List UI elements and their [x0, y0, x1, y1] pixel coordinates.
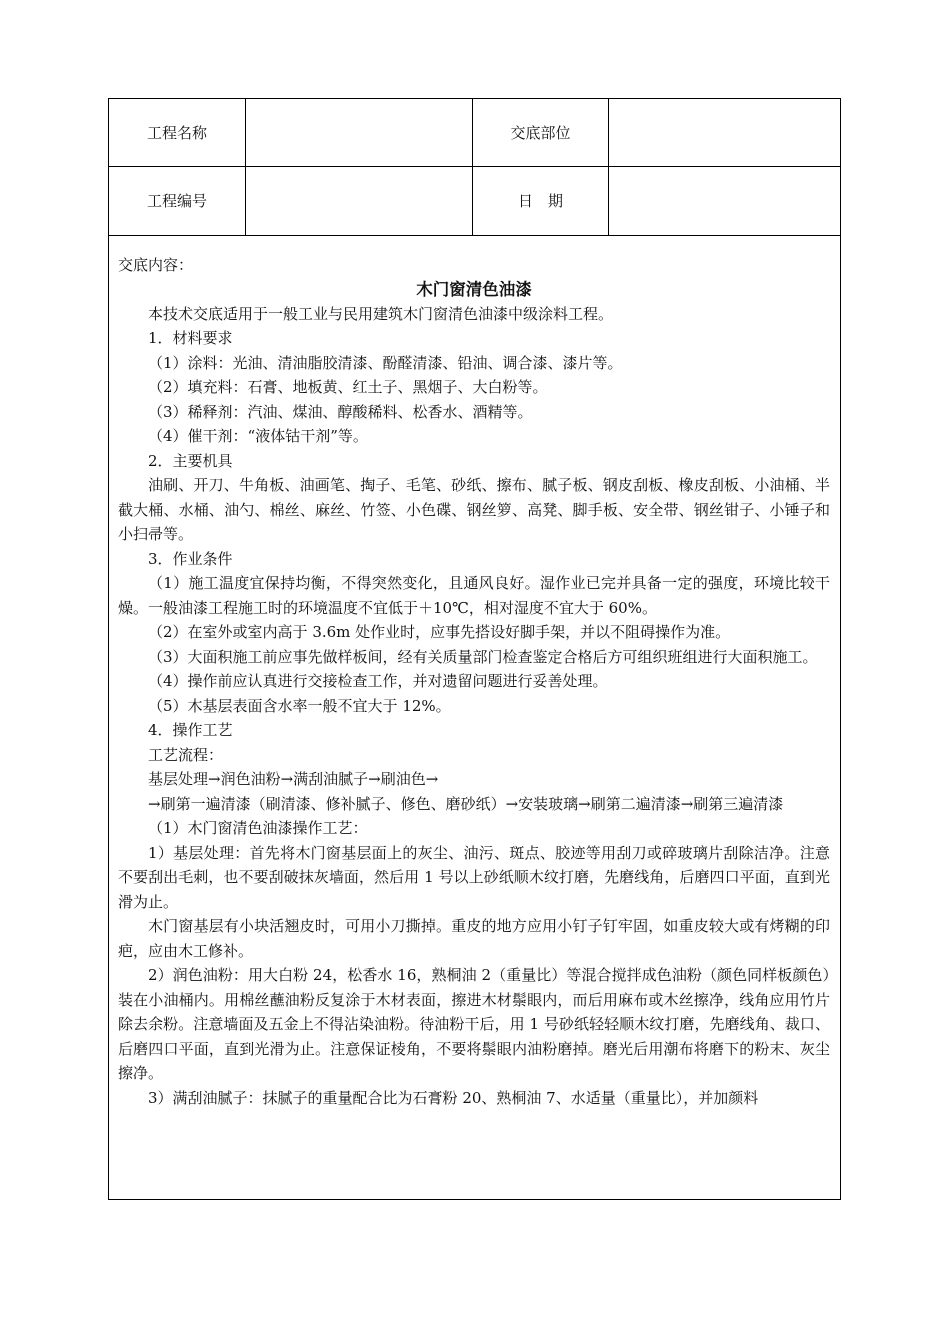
section-heading: 1．材料要求 [148, 329, 233, 347]
paragraph: （3）大面积施工前应事先做样板间，经有关质量部门检查鉴定合格后方可组织班组进行大面积施工。 [148, 647, 818, 666]
process-flow-line: →刷第一遍清漆（刷清漆、修补腻子、修色、磨砂纸）→安装玻璃→刷第二遍清漆→刷第三遍清漆 [148, 794, 784, 813]
paragraph: （1）木门窗清色油漆操作工艺： [148, 819, 368, 837]
section-heading: 2．主要机具 [148, 451, 233, 470]
location-value[interactable] [609, 99, 842, 166]
paragraph: 1）基层处理：首先将木门窗基层面上的灰尘、油污、斑点、胶迹等用刮刀或碎玻璃片刮除洁净。注意不要刮出毛刺，也不要刮破抹灰墙面，然后用 1 号以上砂纸顺木纹打磨，先磨线角，后磨四口平面，直到光滑为止。 [118, 843, 830, 911]
project-no-label: 工程编号 [109, 166, 246, 235]
paragraph: （1）施工温度宜保持均衡，不得突然变化，且通风良好。湿作业已完并具备一定的强度，环境比较干燥。一般油漆工程施工时的环境温度不宜低于＋10℃，相对湿度不宜大于 60%。 [118, 574, 830, 617]
process-flow-line: 基层处理→润色油粉→满刮油腻子→刷油色→ [148, 770, 439, 788]
header-row-2 [109, 166, 840, 236]
paragraph: 工艺流程： [148, 745, 224, 764]
document-title: 木门窗清色油漆 [416, 279, 532, 299]
project-no-value[interactable] [246, 166, 473, 235]
paragraph: （1）涂料：光油、清油脂胶清漆、酚醛清漆、铅油、调合漆、漆片等。 [148, 353, 623, 372]
paragraph: （5）木基层表面含水率一般不宜大于 12%。 [148, 696, 451, 715]
date-label: 日 期 [473, 166, 609, 235]
section-heading: 3．作业条件 [148, 549, 233, 568]
paragraph: （4）催干剂：“液体钴干剂”等。 [148, 427, 368, 445]
paragraph: 油刷、开刀、牛角板、油画笔、掏子、毛笔、砂纸、擦布、腻子板、钢皮刮板、橡皮刮板、小油桶、半截大桶、水桶、油勺、棉丝、麻丝、竹签、小色碟、钢丝箩、高凳、脚手板、安全带、钢丝钳子、小锤子和小扫帚等。 [118, 476, 830, 543]
section-heading: 4．操作工艺 [148, 721, 233, 739]
paragraph: （4）操作前应认真进行交接检查工作，并对遗留问题进行妥善处理。 [148, 672, 608, 690]
paragraph: （3）稀释剂：汽油、煤油、醇酸稀料、松香水、酒精等。 [148, 402, 533, 421]
paragraph: 3）满刮油腻子：抹腻子的重量配合比为石膏粉 20、熟桐油 7、水适量（重量比），并加颜料 [148, 1088, 759, 1107]
paragraph: （2）在室外或室内高于 3.6m 处作业时，应事先搭设好脚手架，并以不阻碍操作为准。 [148, 623, 731, 641]
paragraph: （2）填充料：石膏、地板黄、红土子、黑烟子、大白粉等。 [148, 378, 548, 396]
disclosure-content [109, 235, 840, 1110]
paragraph: 本技术交底适用于一般工业与民用建筑木门窗清色油漆中级涂料工程。 [148, 304, 614, 323]
disclosure-form [108, 98, 841, 1200]
project-name-value[interactable] [246, 99, 473, 166]
content-label: 交底内容： [118, 256, 194, 274]
header-row-1 [109, 99, 840, 167]
paragraph: 木门窗基层有小块活翘皮时，可用小刀撕掉。重皮的地方应用小钉子钉牢固，如重皮较大或有烤糊的印疤，应由木工修补。 [118, 917, 830, 960]
location-label: 交底部位 [473, 99, 609, 166]
project-name-label: 工程名称 [109, 99, 246, 166]
date-value[interactable] [609, 166, 842, 235]
paragraph: 2）润色油粉：用大白粉 24，松香水 16，熟桐油 2（重量比）等混合搅拌成色油粉（颜色同样板颜色）装在小油桶内。用棉丝蘸油粉反复涂于木材表面，擦进木材鬃眼内，而后用麻布或木丝擦净，线角应用竹片除去余粉。注意墙面及五金上不得沾染油粉。待油粉干后，用 1 号砂纸轻轻顺木纹打磨，先磨线角、裁口、后磨四口平面，直到光滑为止。注意保证棱角，不要将鬃眼内油粉磨掉。磨光后用潮布将磨下的粉末、灰尘擦净。 [118, 966, 830, 1082]
